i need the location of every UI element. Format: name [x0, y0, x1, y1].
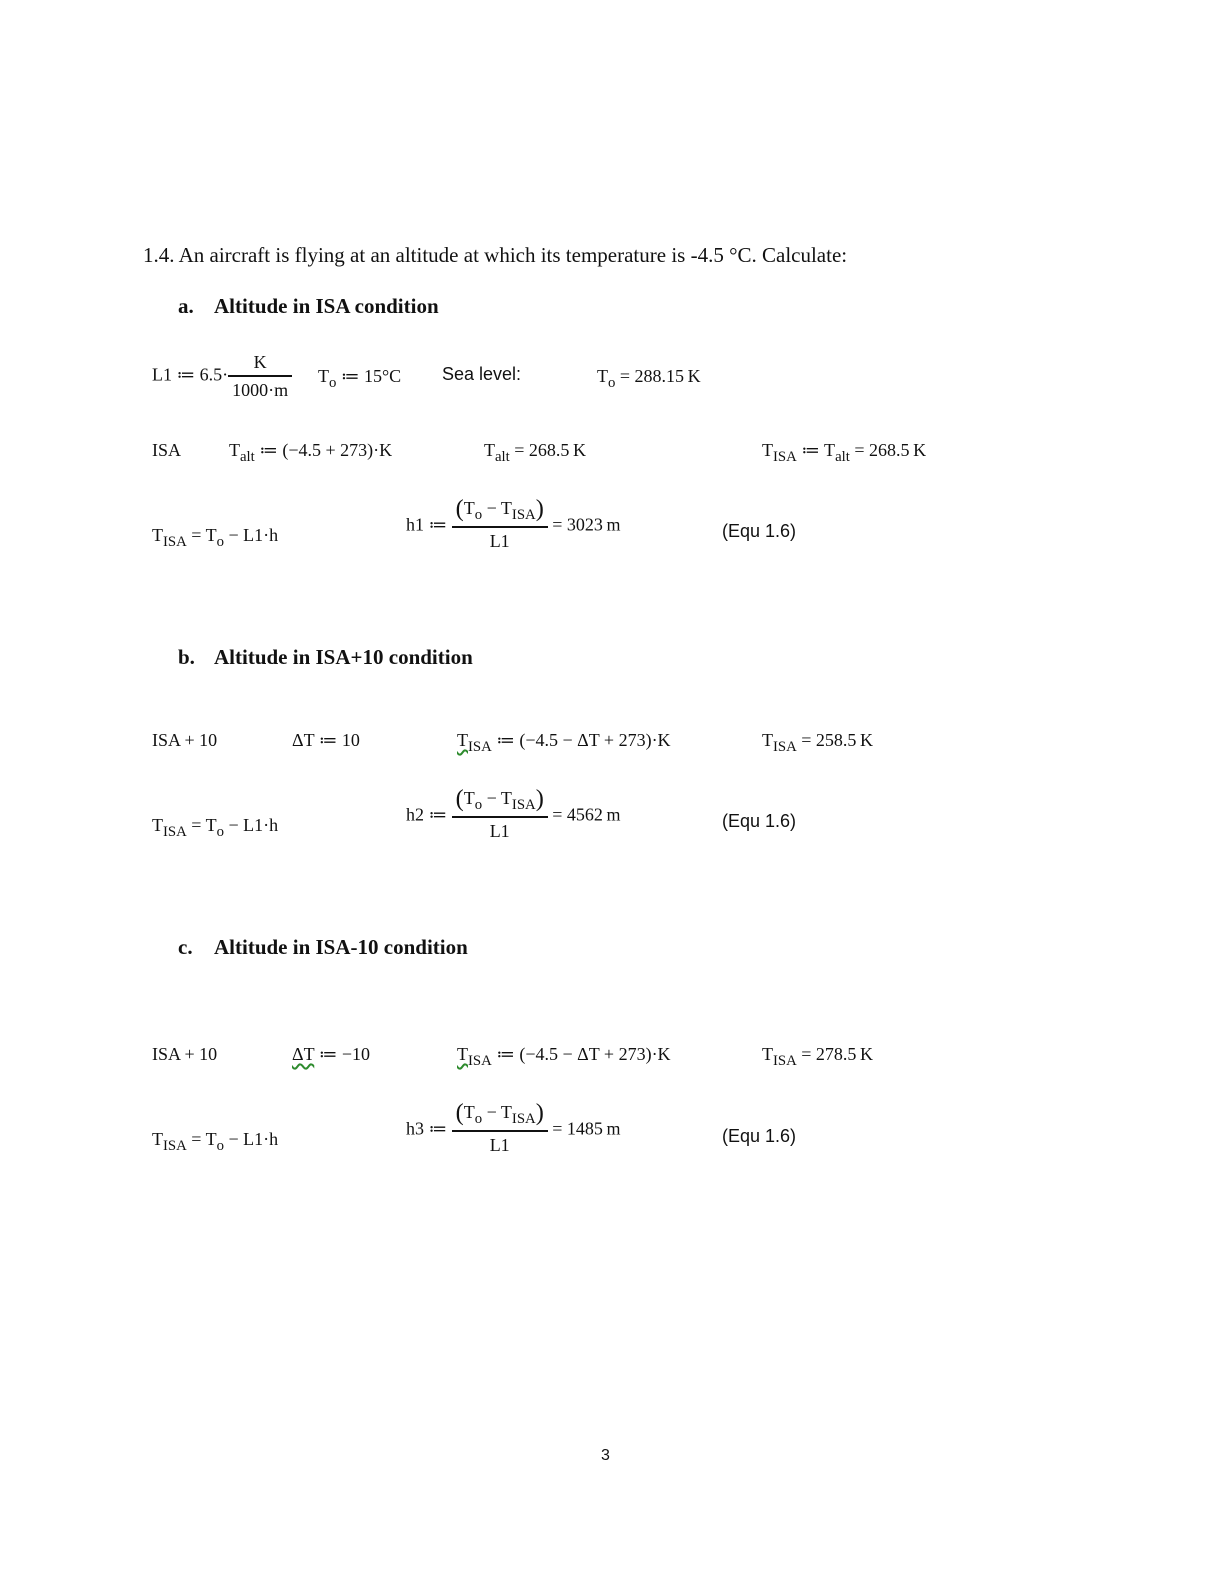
equation-mid: = T: [186, 525, 217, 545]
h2-lhs: h2 ≔: [406, 804, 448, 825]
to-eval-subscript: o: [608, 375, 616, 392]
tisa-subscript: ISA: [511, 1111, 536, 1128]
minus-tisa: − T: [482, 1102, 512, 1123]
h3-denominator: L1: [489, 1135, 510, 1156]
to-subscript: o: [474, 1111, 483, 1128]
equ-ref-c: (Equ 1.6): [722, 1126, 797, 1146]
tisa-symbol: T: [762, 730, 773, 750]
h2-numerator: $(T_o - T_{ISA})$: [455, 785, 544, 814]
to-symbol: T: [463, 498, 475, 519]
talt-definition-rhs: ≔ (−4.5 + 273)·K: [254, 440, 393, 460]
h2-formula: [406, 785, 621, 842]
h3-fraction: [452, 1099, 548, 1156]
h2-denominator: L1: [489, 821, 510, 842]
to-subscript: o: [329, 375, 337, 392]
delta-t-definition-rhs: ≔ −10: [314, 1044, 370, 1064]
tisa-subscript: ISA: [468, 1053, 492, 1070]
isa-equation-c: [152, 1129, 278, 1155]
tisa-eval-result: = 258.5 K: [796, 730, 874, 750]
section-b-title: Altitude in ISA+10 condition: [214, 645, 473, 669]
tisa-subscript: ISA: [163, 824, 187, 841]
isa-label-a: ISA: [152, 440, 182, 460]
equation-rhs: − L1·h: [223, 815, 279, 835]
h1-result: = 3023 m: [552, 514, 621, 535]
delta-t-flagged-symbol: ΔT: [292, 1044, 315, 1064]
h1-lhs: h1 ≔: [406, 514, 448, 535]
to-subscript: o: [216, 824, 224, 841]
section-a-heading: [178, 294, 439, 319]
tisa-subscript: ISA: [511, 797, 536, 814]
tisa-definition-rhs: ≔ (−4.5 − ΔT + 273)·K: [491, 730, 671, 750]
problem-statement: 1.4. An aircraft is flying at an altitude at which its temperature is -4.5 °C. Calculate:: [143, 243, 848, 267]
section-c-title: Altitude in ISA-10 condition: [214, 935, 468, 959]
section-b-label: b.: [178, 645, 195, 669]
to-eval-result: = 288.15 K: [615, 366, 701, 386]
section-c-label: c.: [178, 935, 193, 959]
to-evaluation: [597, 366, 701, 392]
talt-definition: [229, 440, 392, 466]
sea-level-label: Sea level:: [442, 364, 522, 384]
tisa-evaluation-b: [762, 730, 873, 756]
tisa-subscript: ISA: [163, 1138, 187, 1155]
tisa-definition-a: [762, 440, 926, 466]
h1-denominator: L1: [489, 531, 510, 552]
tisa-symbol: T: [152, 1129, 163, 1149]
h1-fraction: [452, 495, 548, 552]
to-definition-rhs: ≔ 15°C: [336, 366, 402, 386]
talt-subscript: alt: [835, 449, 850, 466]
tisa-definition-b: [457, 730, 671, 756]
section-a-label: a.: [178, 294, 194, 318]
isa-label-c: ISA + 10: [152, 1044, 218, 1064]
isa-equation-b: [152, 815, 278, 841]
to-eval-symbol: T: [597, 366, 608, 386]
tisa-symbol: T: [762, 1044, 773, 1064]
tisa-subscript: ISA: [773, 739, 797, 756]
tisa-eval-result: = 278.5 K: [796, 1044, 874, 1064]
h2-fraction: [452, 785, 548, 842]
h3-result: = 1485 m: [552, 1118, 621, 1139]
l1-unit-denominator: 1000·m: [232, 380, 289, 400]
tisa-subscript: ISA: [773, 449, 797, 466]
isa-equation-a: [152, 525, 278, 551]
equation-rhs: − L1·h: [223, 525, 279, 545]
to-subscript: o: [474, 797, 483, 814]
tisa-subscript: ISA: [773, 1053, 797, 1070]
equ-ref-a: (Equ 1.6): [722, 521, 797, 541]
to-symbol: T: [463, 788, 475, 809]
l1-unit-numerator: K: [253, 352, 267, 372]
tisa-subscript: ISA: [163, 534, 187, 551]
page-number: 3: [601, 1447, 610, 1464]
to-definition: [318, 366, 401, 392]
tisa-definition-mid: ≔ T: [796, 440, 836, 460]
tisa-symbol: T: [457, 1044, 468, 1064]
equation-mid: = T: [186, 1129, 217, 1149]
equ-ref-b: (Equ 1.6): [722, 811, 797, 831]
talt-evaluation: [484, 440, 586, 466]
h3-numerator: $(T_o - T_{ISA})$: [455, 1099, 544, 1128]
l1-definition: [152, 352, 292, 401]
section-b-heading: [178, 645, 473, 670]
tisa-definition-rhs: ≔ (−4.5 − ΔT + 273)·K: [491, 1044, 671, 1064]
h2-result: = 4562 m: [552, 804, 621, 825]
talt-subscript: alt: [240, 449, 255, 466]
talt-eval-subscript: alt: [495, 449, 510, 466]
h1-numerator: $(T_o - T_{ISA})$: [455, 495, 544, 524]
talt-symbol: T: [229, 440, 240, 460]
tisa-definition-result: = 268.5 K: [849, 440, 927, 460]
talt-eval-result: = 268.5 K: [509, 440, 587, 460]
section-c-heading: [178, 935, 468, 960]
tisa-flagged-symbol: [457, 730, 492, 756]
talt-eval-symbol: T: [484, 440, 495, 460]
isa-label-b: ISA + 10: [152, 730, 218, 750]
equation-rhs: − L1·h: [223, 1129, 279, 1149]
tisa-symbol: T: [152, 525, 163, 545]
to-symbol: T: [463, 1102, 475, 1123]
l1-definition-lhs: L1 ≔ 6.5·: [152, 364, 229, 385]
tisa-subscript: ISA: [511, 507, 536, 524]
delta-t-definition-c: [292, 1044, 370, 1065]
l1-unit-fraction: [228, 352, 292, 401]
tisa-symbol: T: [762, 440, 773, 460]
h1-formula: [406, 495, 621, 552]
tisa-symbol: T: [457, 730, 468, 750]
h3-formula: [406, 1099, 621, 1156]
to-subscript: o: [216, 534, 224, 551]
to-symbol: T: [318, 366, 329, 386]
h3-lhs: h3 ≔: [406, 1118, 448, 1139]
to-subscript: o: [474, 507, 483, 524]
tisa-symbol: T: [152, 815, 163, 835]
tisa-evaluation-c: [762, 1044, 873, 1070]
tisa-definition-c: [457, 1044, 671, 1070]
tisa-flagged-symbol: [457, 1044, 492, 1070]
to-subscript: o: [216, 1138, 224, 1155]
minus-tisa: − T: [482, 498, 512, 519]
delta-t-definition-b: ΔT ≔ 10: [292, 730, 360, 750]
equation-mid: = T: [186, 815, 217, 835]
tisa-subscript: ISA: [468, 739, 492, 756]
minus-tisa: − T: [482, 788, 512, 809]
section-a-title: Altitude in ISA condition: [214, 294, 439, 318]
